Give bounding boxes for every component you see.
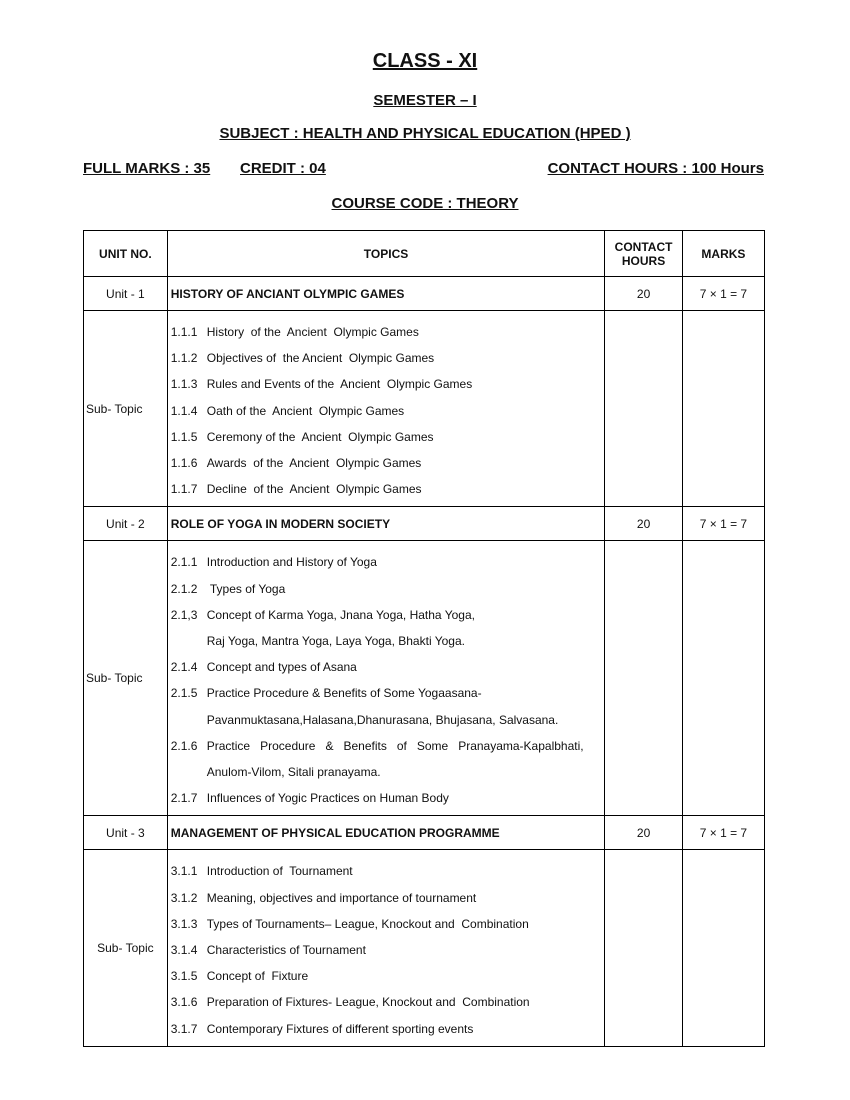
unit-contact-hours: 20 xyxy=(605,816,683,850)
unit-contact-hours: 20 xyxy=(605,507,683,541)
item-number: 2.1.2 xyxy=(170,581,198,596)
unit-marks: 7 × 1 = 7 xyxy=(682,816,764,850)
list-item xyxy=(171,345,603,371)
item-number: 1.1.3 xyxy=(170,377,198,392)
item-text: Introduction of Tournament xyxy=(206,864,353,879)
item-number: 1.1.1 xyxy=(170,325,198,339)
list-item xyxy=(171,549,603,575)
item-text: Characteristics of Tournament xyxy=(206,943,366,958)
item-text: Rules and Events of the Ancient Olympic Games xyxy=(206,377,473,392)
item-number: 2.1.4 xyxy=(170,660,198,675)
item-text: Pavanmuktasana,Halasana,Dhanurasana, Bhujasana, Salvasana. xyxy=(206,712,559,727)
item-number: 2.1,3 xyxy=(170,607,198,622)
unit-number: Unit - 3 xyxy=(84,816,168,850)
subtopic-list xyxy=(167,850,605,1046)
unit-title: MANAGEMENT OF PHYSICAL EDUCATION PROGRAMME xyxy=(167,816,605,850)
subtopic-row xyxy=(84,850,765,1046)
empty-marks-cell xyxy=(682,311,764,507)
full-marks: FULL MARKS : 35 xyxy=(83,160,211,177)
subtopic-label: Sub- Topic xyxy=(84,850,168,1046)
list-item xyxy=(171,858,603,884)
syllabus-table xyxy=(83,230,765,1047)
header-contact-hours xyxy=(605,231,683,277)
item-text: History of the Ancient Olympic Games xyxy=(206,325,419,339)
item-text: Concept and types of Asana xyxy=(206,660,357,675)
item-text: Influences of Yogic Practices on Human Body xyxy=(206,791,449,806)
item-text: Types of Yoga xyxy=(206,581,286,596)
item-text: Anulom-Vilom, Sitali pranayama. xyxy=(206,765,381,780)
semester-title: SEMESTER – I xyxy=(373,92,477,109)
unit-marks: 7 × 1 = 7 xyxy=(682,277,764,311)
item-number: 2.1.6 xyxy=(170,738,198,753)
list-item xyxy=(171,759,603,785)
item-text: Preparation of Fixtures- League, Knockout and Combination xyxy=(206,995,530,1010)
item-number: 3.1.6 xyxy=(170,995,198,1010)
item-text: Types of Tournaments– League, Knockout and Combination xyxy=(206,916,529,931)
empty-marks-cell xyxy=(682,850,764,1046)
list-item xyxy=(171,963,603,989)
unit-row xyxy=(84,816,765,850)
item-number: 1.1.7 xyxy=(170,482,198,497)
item-text: Introduction and History of Yoga xyxy=(206,555,377,570)
list-item xyxy=(171,785,603,811)
header-unit: UNIT NO. xyxy=(84,231,168,277)
subtopic-row xyxy=(84,311,765,507)
list-item xyxy=(171,885,603,911)
unit-marks: 7 × 1 = 7 xyxy=(682,507,764,541)
subtopic-list xyxy=(167,311,605,507)
subtopic-row xyxy=(84,541,765,816)
unit-row xyxy=(84,507,765,541)
item-text: Practice Procedure & Benefits of Some Yogaasana- xyxy=(206,686,482,701)
subtopic-label: Sub- Topic xyxy=(84,311,168,507)
subtopic-list xyxy=(167,541,605,816)
list-item xyxy=(171,476,603,502)
empty-marks-cell xyxy=(682,541,764,816)
credit: CREDIT : 04 xyxy=(240,160,326,177)
list-item xyxy=(171,989,603,1015)
list-item xyxy=(171,654,603,680)
list-item xyxy=(171,911,603,937)
header-topics: TOPICS xyxy=(167,231,605,277)
list-item xyxy=(171,707,603,733)
empty-hours-cell xyxy=(605,311,683,507)
list-item xyxy=(171,424,603,450)
item-number: 3.1.3 xyxy=(170,916,198,931)
unit-row xyxy=(84,277,765,311)
item-number: 1.1.2 xyxy=(170,351,198,366)
item-number: 2.1.1 xyxy=(170,555,198,570)
table-body xyxy=(84,277,765,1047)
item-number: 1.1.4 xyxy=(170,403,198,418)
item-number: 3.1.1 xyxy=(170,864,198,879)
unit-number: Unit - 2 xyxy=(84,507,168,541)
empty-hours-cell xyxy=(605,541,683,816)
item-number: 3.1.7 xyxy=(170,1021,198,1036)
item-number: 2.1.7 xyxy=(170,791,198,806)
list-item xyxy=(171,1016,603,1042)
header-marks: MARKS xyxy=(682,231,764,277)
item-text: Practice Procedure & Benefits of Some Pranayama-Kapalbhati, xyxy=(206,738,584,753)
header-hours-line2: HOURS xyxy=(621,253,666,268)
list-item xyxy=(171,680,603,706)
unit-title: ROLE OF YOGA IN MODERN SOCIETY xyxy=(167,507,605,541)
table-header-row xyxy=(84,231,765,277)
empty-hours-cell xyxy=(605,850,683,1046)
list-item xyxy=(171,628,603,654)
list-item xyxy=(171,450,603,476)
unit-title: HISTORY OF ANCIANT OLYMPIC GAMES xyxy=(167,277,605,311)
course-code: COURSE CODE : THEORY xyxy=(331,195,519,212)
item-text: Awards of the Ancient Olympic Games xyxy=(206,456,422,471)
item-number: 3.1.4 xyxy=(170,943,198,958)
unit-number: Unit - 1 xyxy=(84,277,168,311)
header-hours-line1: CONTACT xyxy=(614,239,673,254)
list-item xyxy=(171,398,603,424)
list-item xyxy=(171,937,603,963)
item-text: Oath of the Ancient Olympic Games xyxy=(206,403,405,418)
item-text: Decline of the Ancient Olympic Games xyxy=(206,482,422,497)
item-number: 2.1.5 xyxy=(170,686,198,701)
item-number: 3.1.5 xyxy=(170,969,198,984)
list-item xyxy=(171,576,603,602)
item-text: Concept of Karma Yoga, Jnana Yoga, Hatha Yoga, xyxy=(206,607,475,622)
contact-hours: CONTACT HOURS : 100 Hours xyxy=(547,160,764,177)
subject-title: SUBJECT : HEALTH AND PHYSICAL EDUCATION (HPED ) xyxy=(219,125,631,142)
item-number: 1.1.5 xyxy=(170,429,198,444)
item-number: 1.1.6 xyxy=(170,456,198,471)
item-text: Ceremony of the Ancient Olympic Games xyxy=(206,429,434,444)
class-title: CLASS - XI xyxy=(372,50,478,72)
list-item xyxy=(171,319,603,345)
list-item xyxy=(171,602,603,628)
item-text: Raj Yoga, Mantra Yoga, Laya Yoga, Bhakti Yoga. xyxy=(206,634,465,649)
unit-contact-hours: 20 xyxy=(605,277,683,311)
item-text: Concept of Fixture xyxy=(206,969,309,984)
subtopic-label: Sub- Topic xyxy=(84,541,168,816)
item-text: Objectives of the Ancient Olympic Games xyxy=(206,351,435,366)
item-text: Meaning, objectives and importance of tournament xyxy=(206,890,477,905)
list-item xyxy=(171,371,603,397)
item-number: 3.1.2 xyxy=(170,890,198,905)
list-item xyxy=(171,733,603,759)
item-text: Contemporary Fixtures of different sporting events xyxy=(206,1021,474,1036)
